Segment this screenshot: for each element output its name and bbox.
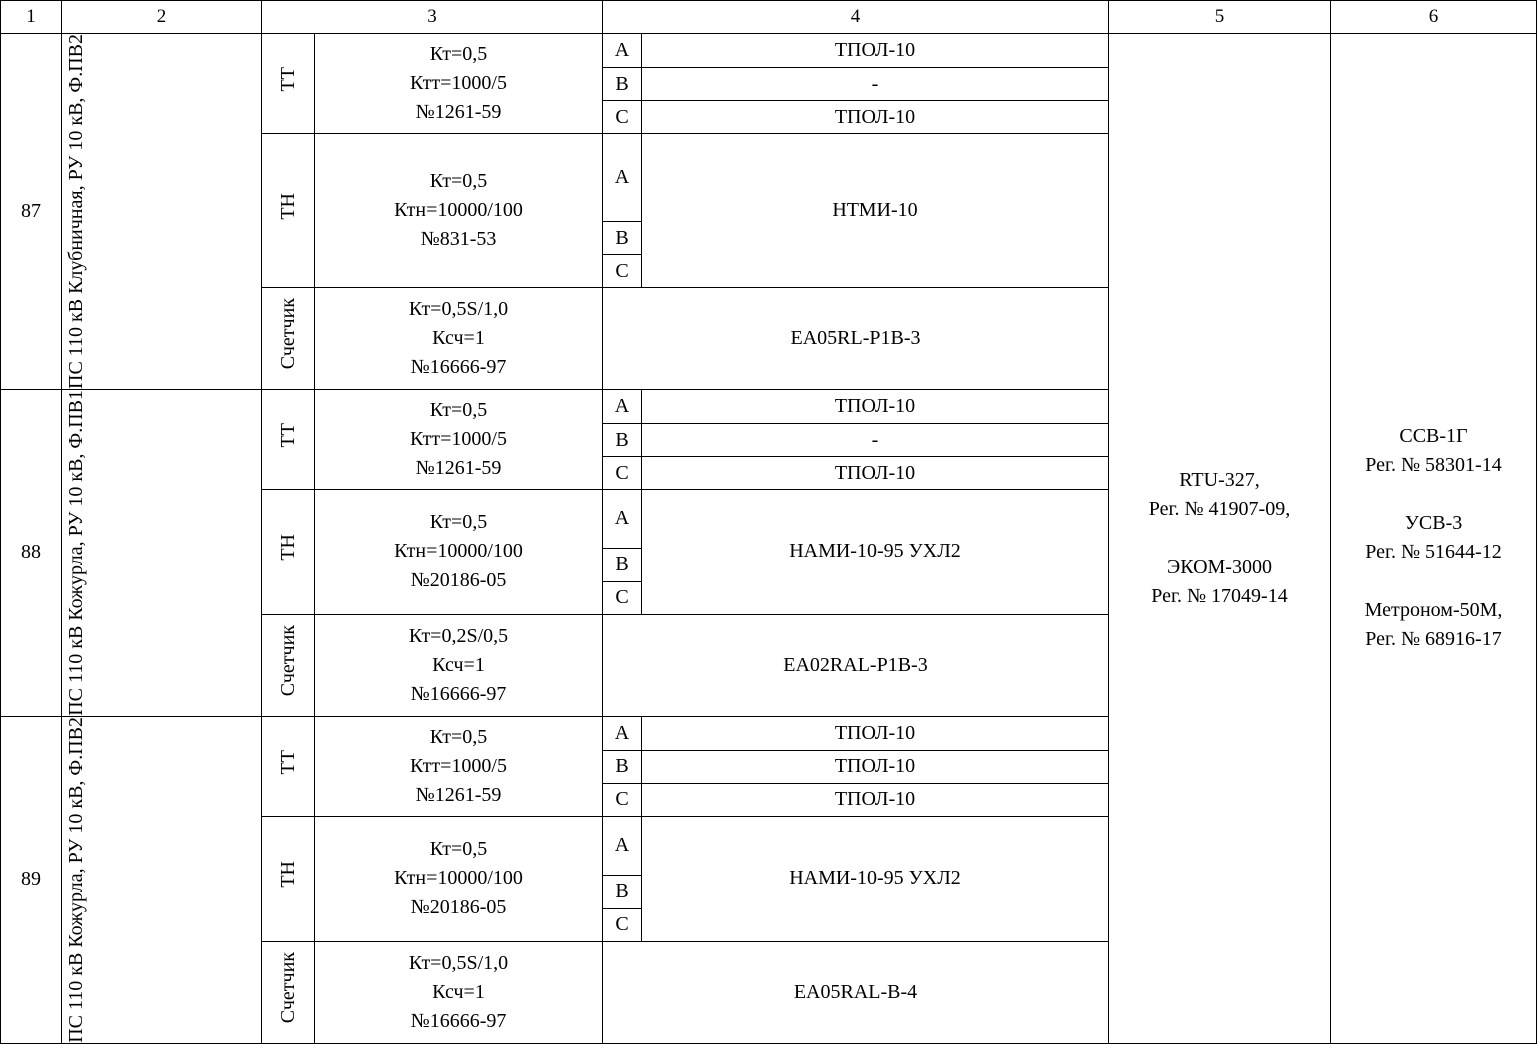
meter-param: Кт=0,2S/0,5 [408, 624, 509, 647]
tn-param: Кт=0,5 [429, 838, 488, 861]
spacer [1109, 524, 1330, 553]
meter-param: Ксч=1 [432, 653, 485, 676]
tn-param: Кт=0,5 [429, 511, 488, 534]
object-name-cell [62, 390, 262, 717]
tn-phase: B [603, 875, 642, 908]
tt-params [315, 716, 603, 816]
row-number: 88 [1, 390, 62, 717]
tt-model: - [642, 68, 1109, 101]
meter-params [315, 941, 603, 1043]
meter-label: Счетчик [276, 951, 299, 1024]
tn-param: Ктн=10000/100 [394, 540, 523, 563]
header-cell-2: 2 [62, 1, 262, 34]
tt-model: ТПОЛ-10 [642, 750, 1109, 783]
tt-params [315, 390, 603, 490]
tn-param: №20186-05 [410, 569, 507, 592]
tn-phase: C [603, 908, 642, 941]
tt-phase: A [603, 716, 642, 750]
row-number: 89 [1, 716, 62, 1043]
tt-param: Ктт=1000/5 [410, 428, 507, 450]
meter-param: №16666-97 [410, 1009, 507, 1032]
tt-phase: C [603, 457, 642, 490]
tt-phase: A [603, 390, 642, 424]
tt-model: ТПОЛ-10 [642, 716, 1109, 750]
tn-phase: B [603, 548, 642, 581]
meter-label-cell [262, 941, 315, 1043]
tn-model: НАМИ-10-95 УХЛ2 [642, 816, 1109, 941]
meter-label-cell [262, 288, 315, 390]
time-sync-line: Рег. № 51644-12 [1365, 541, 1502, 564]
tt-model: ТПОЛ-10 [642, 390, 1109, 424]
tn-label-cell [262, 816, 315, 941]
tn-label: ТН [276, 534, 299, 561]
tn-label-cell [262, 490, 315, 615]
header-cell-4: 4 [603, 1, 1109, 34]
time-sync-cell [1331, 34, 1537, 1044]
object-name-cell [62, 716, 262, 1043]
meter-model: EA05RL-P1B-3 [603, 288, 1109, 390]
table-body [1, 1, 1537, 1044]
tt-param: №1261-59 [415, 101, 502, 123]
meter-label: Счетчик [276, 625, 299, 697]
meter-params [315, 614, 603, 716]
tt-label-cell [262, 716, 315, 816]
tt-phase: C [603, 783, 642, 816]
tt-label: ТТ [276, 749, 299, 774]
meter-label: Счетчик [276, 298, 299, 370]
tt-label: ТТ [276, 422, 299, 448]
tt-model: ТПОЛ-10 [642, 101, 1109, 134]
tn-param: Кт=0,5 [429, 170, 488, 192]
header-cell-3: 3 [262, 1, 603, 34]
tn-param: №20186-05 [410, 896, 507, 919]
meter-param: №16666-97 [410, 682, 507, 705]
tt-label-cell [262, 34, 315, 134]
meter-param: Ксч=1 [432, 327, 485, 349]
tn-model: НТМИ-10 [642, 134, 1109, 288]
tt-param: Кт=0,5 [429, 43, 488, 65]
meter-label-cell [262, 614, 315, 716]
tt-param: №1261-59 [415, 457, 502, 479]
object-name: ПС 110 кВ Кожурла, РУ 10 кВ, Ф.ПВ2 [65, 716, 87, 1043]
meter-param: Кт=0,5S/1,0 [408, 951, 509, 974]
tt-param: Ктт=1000/5 [410, 754, 507, 777]
meter-param: Кт=0,5S/1,0 [408, 298, 509, 320]
tt-phase: B [603, 68, 642, 101]
controller-line: RTU-327, [1179, 468, 1260, 491]
tt-param: Кт=0,5 [429, 725, 488, 748]
tt-param: Кт=0,5 [429, 399, 488, 421]
tn-phase: C [603, 255, 642, 288]
tt-params [315, 34, 603, 134]
tn-param: Ктн=10000/100 [394, 867, 523, 890]
tt-label-cell [262, 390, 315, 490]
object-name: ПС 110 кВ Кожурла, РУ 10 кВ, Ф.ПВ1 [65, 390, 87, 716]
controller-line: ЭКОМ-3000 [1167, 555, 1272, 578]
tn-params [315, 816, 603, 941]
tt-phase: A [603, 34, 642, 68]
tt-model: ТПОЛ-10 [642, 34, 1109, 68]
meter-model: EA05RAL-B-4 [603, 941, 1109, 1043]
tn-model: НАМИ-10-95 УХЛ2 [642, 490, 1109, 615]
meter-model: EA02RAL-P1B-3 [603, 614, 1109, 716]
header-cell-6: 6 [1331, 1, 1537, 34]
row-number: 87 [1, 34, 62, 390]
spacer [1331, 567, 1536, 596]
tt-model: - [642, 424, 1109, 457]
table-row [1, 34, 1537, 68]
tn-phase: A [603, 134, 642, 222]
tt-phase: C [603, 101, 642, 134]
tn-params [315, 134, 603, 288]
tn-params [315, 490, 603, 615]
object-name: ПС 110 кВ Клубничная, РУ 10 кВ, Ф.ПВ2 [65, 34, 87, 389]
controller-cell [1109, 34, 1331, 1044]
tt-model: ТПОЛ-10 [642, 457, 1109, 490]
time-sync-line: Рег. № 68916-17 [1365, 628, 1502, 651]
controller-line: Рег. № 17049-14 [1151, 584, 1288, 607]
tt-label: ТТ [276, 66, 299, 92]
time-sync-line: ССВ-1Г [1399, 425, 1468, 448]
tn-label-cell [262, 134, 315, 288]
time-sync-line: Рег. № 58301-14 [1365, 454, 1502, 477]
tn-label: ТН [276, 192, 299, 220]
controller-line: Рег. № 41907-09, [1148, 497, 1291, 520]
tn-param: Ктн=10000/100 [394, 199, 523, 221]
meter-param: №16666-97 [410, 356, 507, 378]
header-cell-5: 5 [1109, 1, 1331, 34]
object-name-cell [62, 34, 262, 390]
tt-param: Ктт=1000/5 [410, 72, 507, 94]
tn-phase: C [603, 581, 642, 614]
tn-phase: A [603, 490, 642, 549]
header-cell-1: 1 [1, 1, 62, 34]
tn-param: №831-53 [420, 228, 497, 250]
time-sync-line: УСВ-3 [1404, 512, 1463, 535]
spacer [1331, 480, 1536, 509]
tt-phase: B [603, 750, 642, 783]
tt-param: №1261-59 [415, 783, 502, 806]
tn-label: ТН [276, 860, 299, 888]
meter-params [315, 288, 603, 390]
tn-phase: A [603, 816, 642, 875]
tt-model: ТПОЛ-10 [642, 783, 1109, 816]
meter-param: Ксч=1 [432, 980, 485, 1003]
header-row [1, 1, 1537, 34]
tt-phase: B [603, 424, 642, 457]
tn-phase: B [603, 222, 642, 255]
time-sync-line: Метроном-50М, [1364, 599, 1503, 622]
